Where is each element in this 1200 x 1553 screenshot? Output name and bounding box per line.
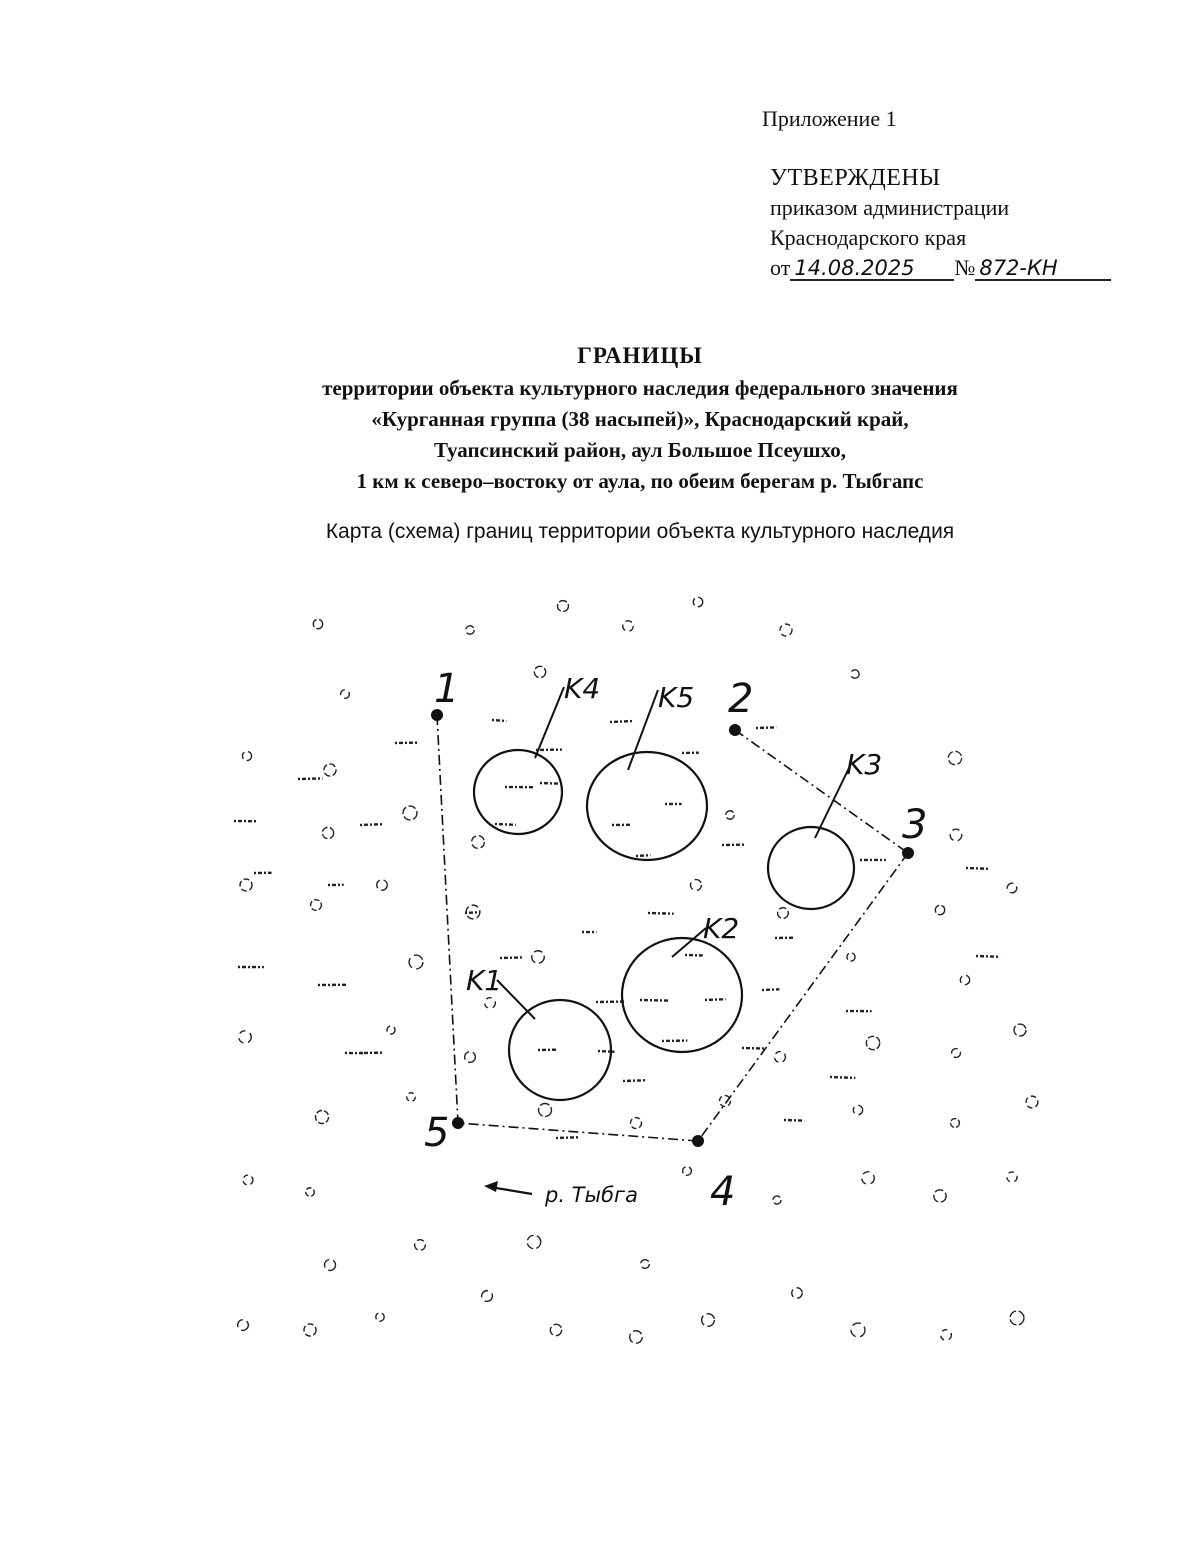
boundary-point-4 [692,1135,704,1147]
terrain-ring-icon [691,880,702,891]
number-sign: № [954,255,976,280]
terrain-ring-icon [693,597,702,606]
terrain-ring-icon [847,953,855,961]
terrain-ring-icon [1007,883,1017,893]
terrain-ring-icon [304,1324,316,1336]
terrain-hatch-icon [636,855,650,856]
terrain-ring-icon [866,1036,879,1049]
terrain-hatch-icon [492,720,506,721]
terrain-ring-icon [550,1324,561,1335]
terrain-ring-icon [683,1167,692,1176]
terrain-hatch-icon [762,989,779,990]
order-date-number [770,253,1111,283]
terrain-hatch-icon [610,721,632,722]
terrain-ring-icon [935,905,944,914]
terrain-hatch-icon [495,824,516,825]
terrain-ring-icon [341,690,350,699]
boundary-point-2 [729,724,741,736]
terrain-ring-icon [623,621,633,631]
date-prefix: от [770,255,791,280]
terrain-ring-icon [558,601,569,612]
terrain-ring-icon [242,751,251,760]
order-line-1: приказом администрации [770,195,1010,220]
title-line-2: «Курганная группа (38 насыпей)», Краснодарский край, [371,407,909,431]
title-line-3: Туапсинский район, аул Большое Псеушхо, [434,438,846,462]
order-line-2: Краснодарского края [770,225,967,250]
terrain-hatch-icon [966,868,989,869]
terrain-ring-icon [238,1320,249,1331]
terrain-ring-icon [403,806,417,820]
terrain-ring-icon [377,880,387,890]
title-main: ГРАНИЦЫ [577,343,703,368]
terrain-ring-icon [316,1111,329,1124]
terrain-ring-icon [950,829,962,841]
terrain-ring-icon [934,1190,946,1202]
mound-label-k3: K3 [846,748,883,781]
order-number: 872-КН [975,257,1111,281]
terrain-ring-icon [239,1031,251,1043]
boundary-point-3 [902,847,914,859]
appendix-label: Приложение 1 [762,106,897,131]
order-date: 14.08.2025 [790,257,954,281]
map-caption: Карта (схема) границ территории объекта культурного наследия [325,520,955,543]
terrain-ring-icon [415,1240,426,1251]
terrain-ring-icon [951,1119,960,1128]
mound-circle-k2 [622,938,742,1052]
terrain-ring-icon [1014,1024,1026,1036]
terrain-ring-icon [630,1331,643,1344]
river-indicator [484,1181,638,1207]
terrain-hatch-icon [465,912,480,913]
terrain-ring-icon [532,951,544,963]
mound-labels [466,672,882,997]
terrain-ring-icon [387,1026,395,1034]
terrain-ring-icon [311,900,322,911]
terrain-ring-icon [243,1175,253,1185]
mound-circles [474,750,854,1100]
terrain-ring-icon [948,751,961,764]
boundary-point-5 [452,1117,464,1129]
terrain-ring-icon [534,666,545,677]
terrain-ring-icon [941,1330,952,1341]
terrain-ring-icon [466,626,474,634]
mound-label-k1: K1 [466,964,503,997]
approved-heading: УТВЕРЖДЕНЫ [770,165,941,191]
terrain-ring-icon [465,1052,476,1063]
boundary-edge-3-4 [698,853,908,1141]
boundary-map [0,560,1200,1380]
leader-k3 [815,768,849,838]
leader-k5 [628,690,658,770]
terrain-hatch-icon [360,824,383,825]
terrain-ring-icon [853,1105,862,1114]
point-label-2: 2 [728,676,754,722]
terrain-hatch-icon [540,783,560,784]
document-title [140,340,1140,497]
terrain-ring-icon [407,1093,415,1101]
terrain-ring-icon [780,624,792,636]
terrain-hatch-icon [976,956,1000,957]
terrain-hatch-icon [830,1077,855,1078]
terrain-ring-icon [792,1288,802,1298]
title-line-1: территории объекта культурного наследия федерального значения [322,376,958,400]
terrain-ring-icon [773,1196,781,1204]
terrain-hatch-icon [298,778,323,779]
river-label: р. Тыбга [545,1183,638,1207]
mound-circle-k5 [587,752,707,860]
terrain-ring-icon [322,827,333,838]
title-line-4: 1 км к северо–востоку от аула, по обеим берегам р. Тыбгапс [356,469,924,493]
approval-stamp [770,163,1111,283]
terrain-ring-icon [313,619,322,628]
terrain-ring-icon [306,1188,314,1196]
leader-lines [497,687,849,1019]
terrain-ring-icon [952,1049,961,1058]
terrain-ring-icon [324,764,336,776]
river-arrowhead-icon [484,1181,498,1192]
terrain-ring-icon [862,1172,874,1184]
mound-label-k5: K5 [658,681,695,714]
point-label-5: 5 [424,1110,450,1156]
terrain-ring-icon [641,1260,650,1269]
terrain-hatch-icon [640,1000,669,1001]
terrain-ring-icon [702,1314,715,1327]
point-label-4: 4 [710,1169,736,1215]
terrain-ring-icon [1007,1172,1017,1182]
terrain-hatch-icon [756,727,776,728]
terrain-hatch-icon [742,1048,766,1049]
terrain-symbols [234,597,1038,1343]
terrain-ring-icon [240,879,252,891]
terrain-ring-icon [527,1235,540,1248]
mound-circle-k1 [509,1000,611,1100]
point-label-1: 1 [434,666,460,712]
leader-k4 [535,687,564,758]
terrain-ring-icon [851,670,859,678]
terrain-ring-icon [726,811,734,819]
terrain-ring-icon [1010,1311,1024,1325]
terrain-ring-icon [472,836,485,849]
boundary-points [431,709,914,1147]
terrain-hatch-icon [648,913,674,914]
terrain-ring-icon [631,1118,642,1129]
terrain-ring-icon [851,1323,865,1337]
terrain-hatch-icon [623,1080,646,1081]
terrain-ring-icon [409,955,423,969]
leader-k1 [497,980,535,1019]
point-label-3: 3 [902,802,928,848]
terrain-ring-icon [775,1052,786,1063]
terrain-ring-icon [1026,1096,1038,1108]
mound-circle-k3 [768,827,854,909]
leader-k2 [672,928,706,957]
terrain-ring-icon [485,998,496,1009]
terrain-ring-icon [960,975,969,984]
mound-label-k2: K2 [703,912,740,945]
terrain-hatch-icon [500,957,522,958]
terrain-ring-icon [539,1104,552,1117]
terrain-ring-icon [466,905,480,919]
boundary-edge-1-5 [437,715,458,1123]
terrain-hatch-icon [784,1120,804,1121]
mound-label-k4: K4 [564,672,601,705]
terrain-hatch-icon [705,999,726,1000]
mound-circle-k4 [474,750,562,834]
terrain-hatch-icon [556,1137,579,1138]
terrain-ring-icon [778,908,789,919]
terrain-ring-icon [376,1313,384,1321]
terrain-ring-icon [720,1096,731,1107]
terrain-ring-icon [482,1291,493,1302]
terrain-ring-icon [325,1260,336,1271]
